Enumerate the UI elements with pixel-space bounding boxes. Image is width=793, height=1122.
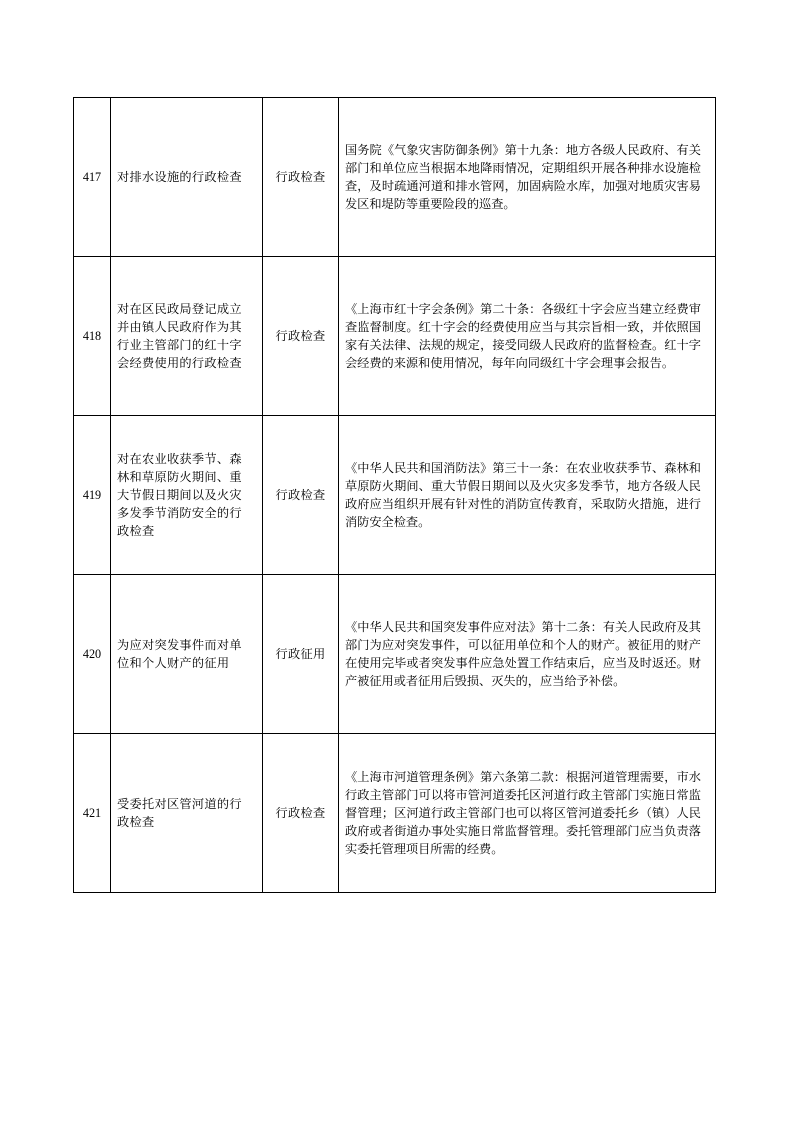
item-type: 行政检查 bbox=[263, 98, 339, 257]
legal-basis: 《中华人民共和国消防法》第三十一条：在农业收获季节、森林和草原防火期间、重大节假日期间以及火灾多发季节，地方各级人民政府应当组织开展有针对性的消防宣传教育，采取防火措施，进行消防安全检查。 bbox=[339, 416, 716, 575]
legal-basis: 《上海市河道管理条例》第六条第二款：根据河道管理需要，市水行政主管部门可以将市管河道委托区河道行政主管部门实施日常监督管理；区河道行政主管部门也可以将区管河道委托乡（镇）人民政府或者街道办事处实施日常监督管理。委托管理部门应当负责落实委托管理项目所需的经费。 bbox=[339, 734, 716, 893]
item-number: 421 bbox=[74, 734, 111, 893]
legal-basis: 国务院《气象灾害防御条例》第十九条：地方各级人民政府、有关部门和单位应当根据本地降雨情况，定期组织开展各种排水设施检查，及时疏通河道和排水管网，加固病险水库，加强对地质灾害易发区和堤防等重要险段的巡查。 bbox=[339, 98, 716, 257]
table-row bbox=[74, 416, 716, 575]
table-row bbox=[74, 257, 716, 416]
item-number: 419 bbox=[74, 416, 111, 575]
legal-basis: 《上海市红十字会条例》第二十条：各级红十字会应当建立经费审查监督制度。红十字会的经费使用应当与其宗旨相一致，并依照国家有关法律、法规的规定，接受同级人民政府的监督检查。红十字会经费的来源和使用情况，每年向同级红十字会理事会报告。 bbox=[339, 257, 716, 416]
item-name: 对排水设施的行政检查 bbox=[111, 98, 263, 257]
table-row bbox=[74, 98, 716, 257]
item-type: 行政检查 bbox=[263, 416, 339, 575]
item-number: 420 bbox=[74, 575, 111, 734]
item-name: 对在农业收获季节、森林和草原防火期间、重大节假日期间以及火灾多发季节消防安全的行政检查 bbox=[111, 416, 263, 575]
item-name: 对在区民政局登记成立并由镇人民政府作为其行业主管部门的红十字会经费使用的行政检查 bbox=[111, 257, 263, 416]
administrative-items-table bbox=[73, 97, 716, 893]
legal-basis: 《中华人民共和国突发事件应对法》第十二条：有关人民政府及其部门为应对突发事件，可以征用单位和个人的财产。被征用的财产在使用完毕或者突发事件应急处置工作结束后，应当及时返还。财产被征用或者征用后毁损、灭失的，应当给予补偿。 bbox=[339, 575, 716, 734]
item-type: 行政检查 bbox=[263, 734, 339, 893]
item-type: 行政征用 bbox=[263, 575, 339, 734]
item-number: 418 bbox=[74, 257, 111, 416]
item-type: 行政检查 bbox=[263, 257, 339, 416]
table-row bbox=[74, 734, 716, 893]
table-row bbox=[74, 575, 716, 734]
item-name: 为应对突发事件而对单位和个人财产的征用 bbox=[111, 575, 263, 734]
item-number: 417 bbox=[74, 98, 111, 257]
item-name: 受委托对区管河道的行政检查 bbox=[111, 734, 263, 893]
